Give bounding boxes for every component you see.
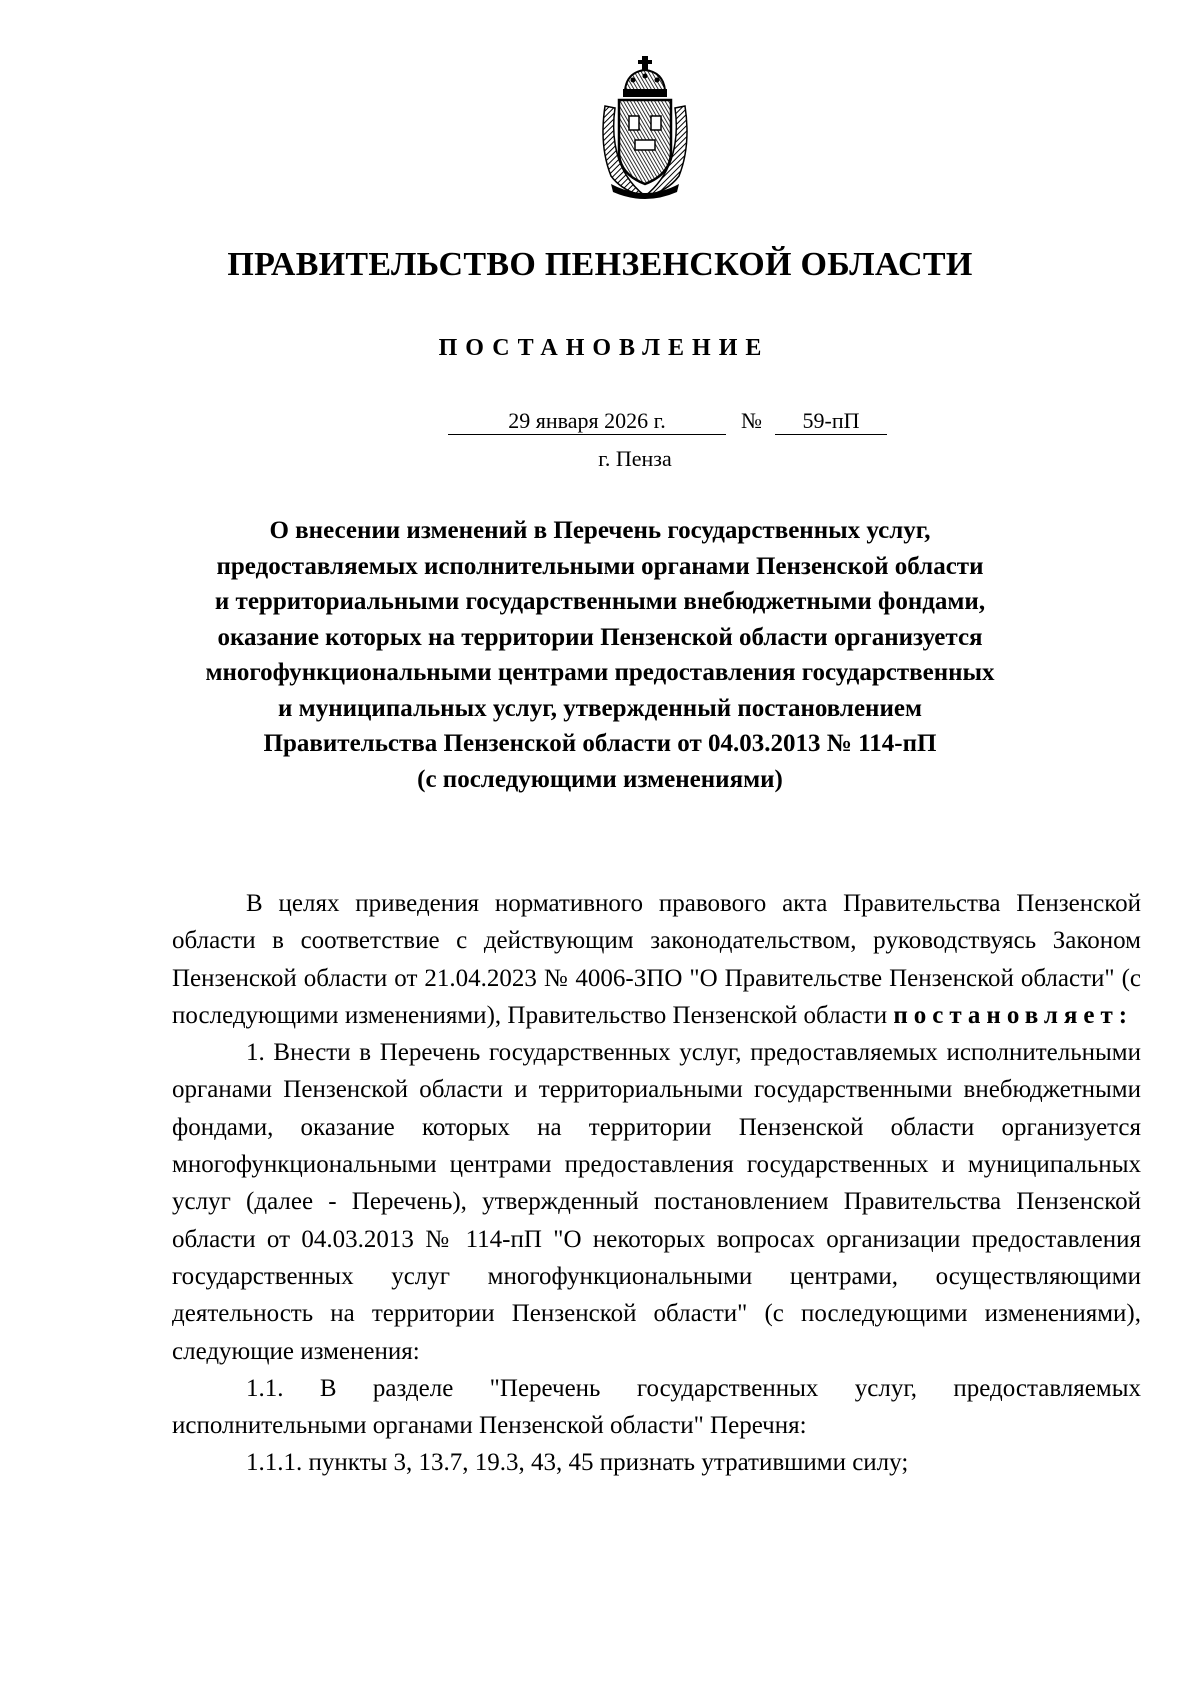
preamble-paragraph	[172, 885, 1141, 1034]
document-body	[172, 885, 1141, 1482]
title-line: (с последующими изменениями)	[417, 765, 783, 793]
preamble-text: В целях приведения нормативного правового акта Правительства Пензенской области в соответствие с действующим законодательством, руководствуясь Законом Пензенской области от 21.04.2023 № 4006-ЗПО "О Правительстве Пензенской области" (с последующими изменениями), Правительство Пензенской области	[172, 890, 1141, 1029]
document-title	[170, 513, 1030, 797]
title-line: многофункциональными центрами предоставления государственных	[205, 659, 995, 686]
title-line: и территориальными государственными внебюджетными фондами,	[214, 588, 986, 615]
title-line: и муниципальных услуг, утвержденный постановлением	[278, 694, 922, 722]
title-line: предоставляемых исполнительными органами Пензенской области	[216, 552, 984, 580]
item-1-paragraph: 1. Внести в Перечень государственных услуг, предоставляемых исполнительными органами Пензенской области и территориальными государственными внебюджетными фондами, оказание которых на территории Пензенской области организуется многофункциональными центрами предоставления государственных и муниципальных услуг (далее - Перечень), утвержденный постановлением Правительства Пензенской области от 04.03.2013 № 114-пП "О некоторых вопросах организации предоставления государственных услуг многофункциональными центрами, осуществляющими деятельность на территории Пензенской области" (с последующими изменениями), следующие изменения:	[172, 1039, 1141, 1365]
document-number: 59-пП	[775, 408, 887, 435]
title-line: О внесении изменений в Перечень государственных услуг,	[269, 517, 931, 544]
coat-of-arms-icon	[597, 56, 693, 202]
title-line: оказание которых на территории Пензенской области организуется	[217, 623, 983, 651]
number-sign: №	[741, 408, 762, 433]
organization-name: ПРАВИТЕЛЬСТВО ПЕНЗЕНСКОЙ ОБЛАСТИ	[227, 246, 973, 283]
item-1-1-paragraph: 1.1. В разделе "Перечень государственных услуг, предоставляемых исполнительными органами Пензенской области" Перечня:	[172, 1374, 1141, 1440]
document-type: ПОСТАНОВЛЕНИЕ	[438, 335, 770, 361]
resolves-word: постановляет:	[893, 1001, 1134, 1029]
city: г. Пенза	[598, 446, 672, 471]
title-line: Правительства Пензенской области от 04.03.2013 № 114-пП	[263, 730, 937, 757]
item-1-1-1-paragraph: 1.1.1. пункты 3, 13.7, 19.3, 43, 45 признать утратившими силу;	[246, 1449, 909, 1477]
document-date: 29 января 2026 г.	[448, 408, 726, 435]
